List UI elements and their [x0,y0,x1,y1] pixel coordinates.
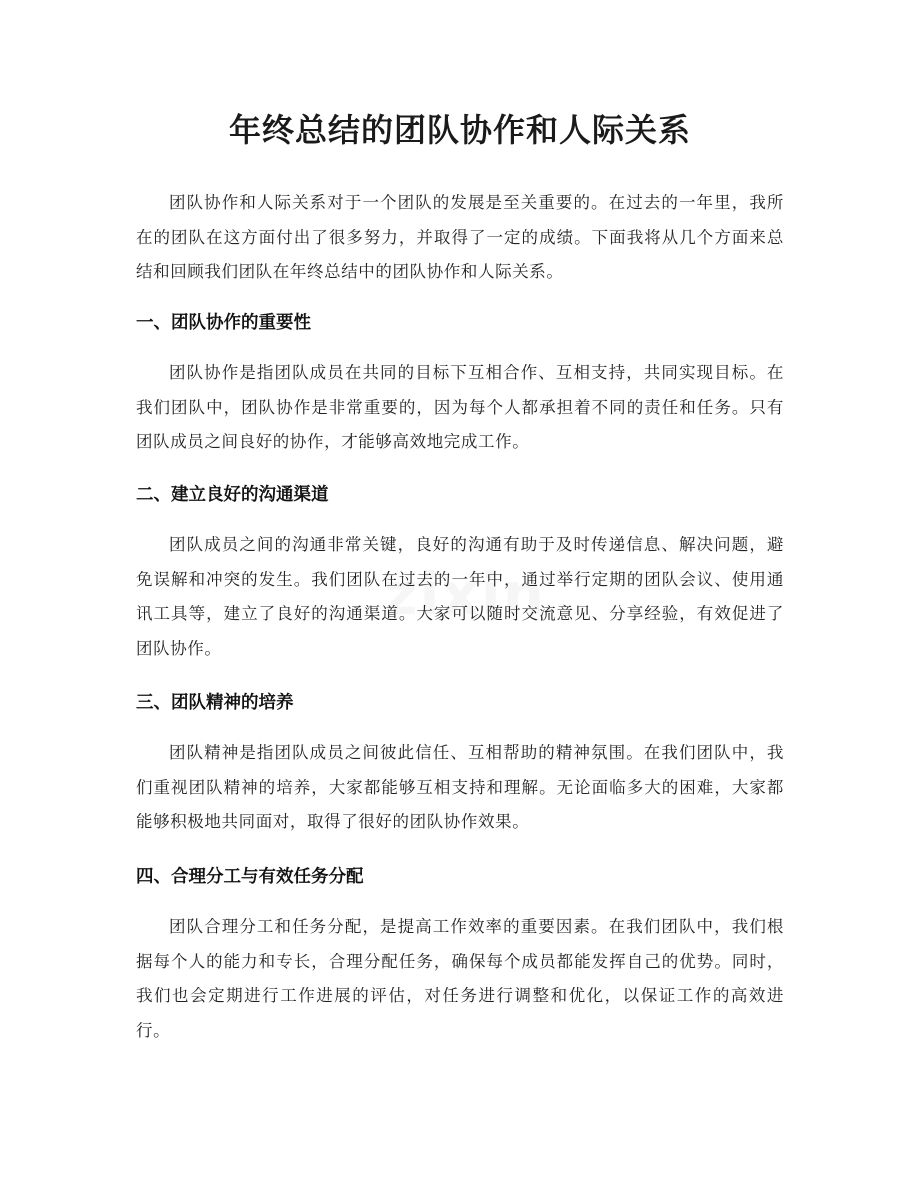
section-heading-2: 二、建立良好的沟通渠道 [136,485,329,505]
section-body-3: 团队精神是指团队成员之间彼此信任、互相帮助的精神氛围。在我们团队中，我们重视团队精神的培养，大家都能够互相支持和理解。无论面临多大的困难，大家都能够积极地共同面对，取得了很好的团队协作效果。 [136,743,784,831]
section-heading-4: 四、合理分工与有效任务分配 [136,867,364,887]
intro-paragraph: 团队协作和人际关系对于一个团队的发展是至关重要的。在过去的一年里，我所在的团队在这方面付出了很多努力，并取得了一定的成绩。下面我将从几个方面来总结和回顾我们团队在年终总结中的团队协作和人际关系。 [136,193,784,281]
section-heading-1: 一、团队协作的重要性 [136,313,311,333]
section-heading-3: 三、团队精神的培养 [136,693,294,713]
section-body-4: 团队合理分工和任务分配，是提高工作效率的重要因素。在我们团队中，我们根据每个人的能力和专长，合理分配任务，确保每个成员都能发挥自己的优势。同时，我们也会定期进行工作进展的评估，对任务进行调整和优化，以保证工作的高效进行。 [136,917,784,1040]
section-body-1: 团队协作是指团队成员在共同的目标下互相合作、互相支持，共同实现目标。在我们团队中，团队协作是非常重要的，因为每个人都承担着不同的责任和任务。只有团队成员之间良好的协作，才能够高效地完成工作。 [136,363,784,451]
document-title: 年终总结的团队协作和人际关系 [228,111,691,149]
section-body-2: 团队成员之间的沟通非常关键，良好的沟通有助于及时传递信息、解决问题，避免误解和冲突的发生。我们团队在过去的一年中，通过举行定期的团队会议、使用通讯工具等，建立了良好的沟通渠道。大家可以随时交流意见、分享经验，有效促进了团队协作。 [136,535,784,658]
